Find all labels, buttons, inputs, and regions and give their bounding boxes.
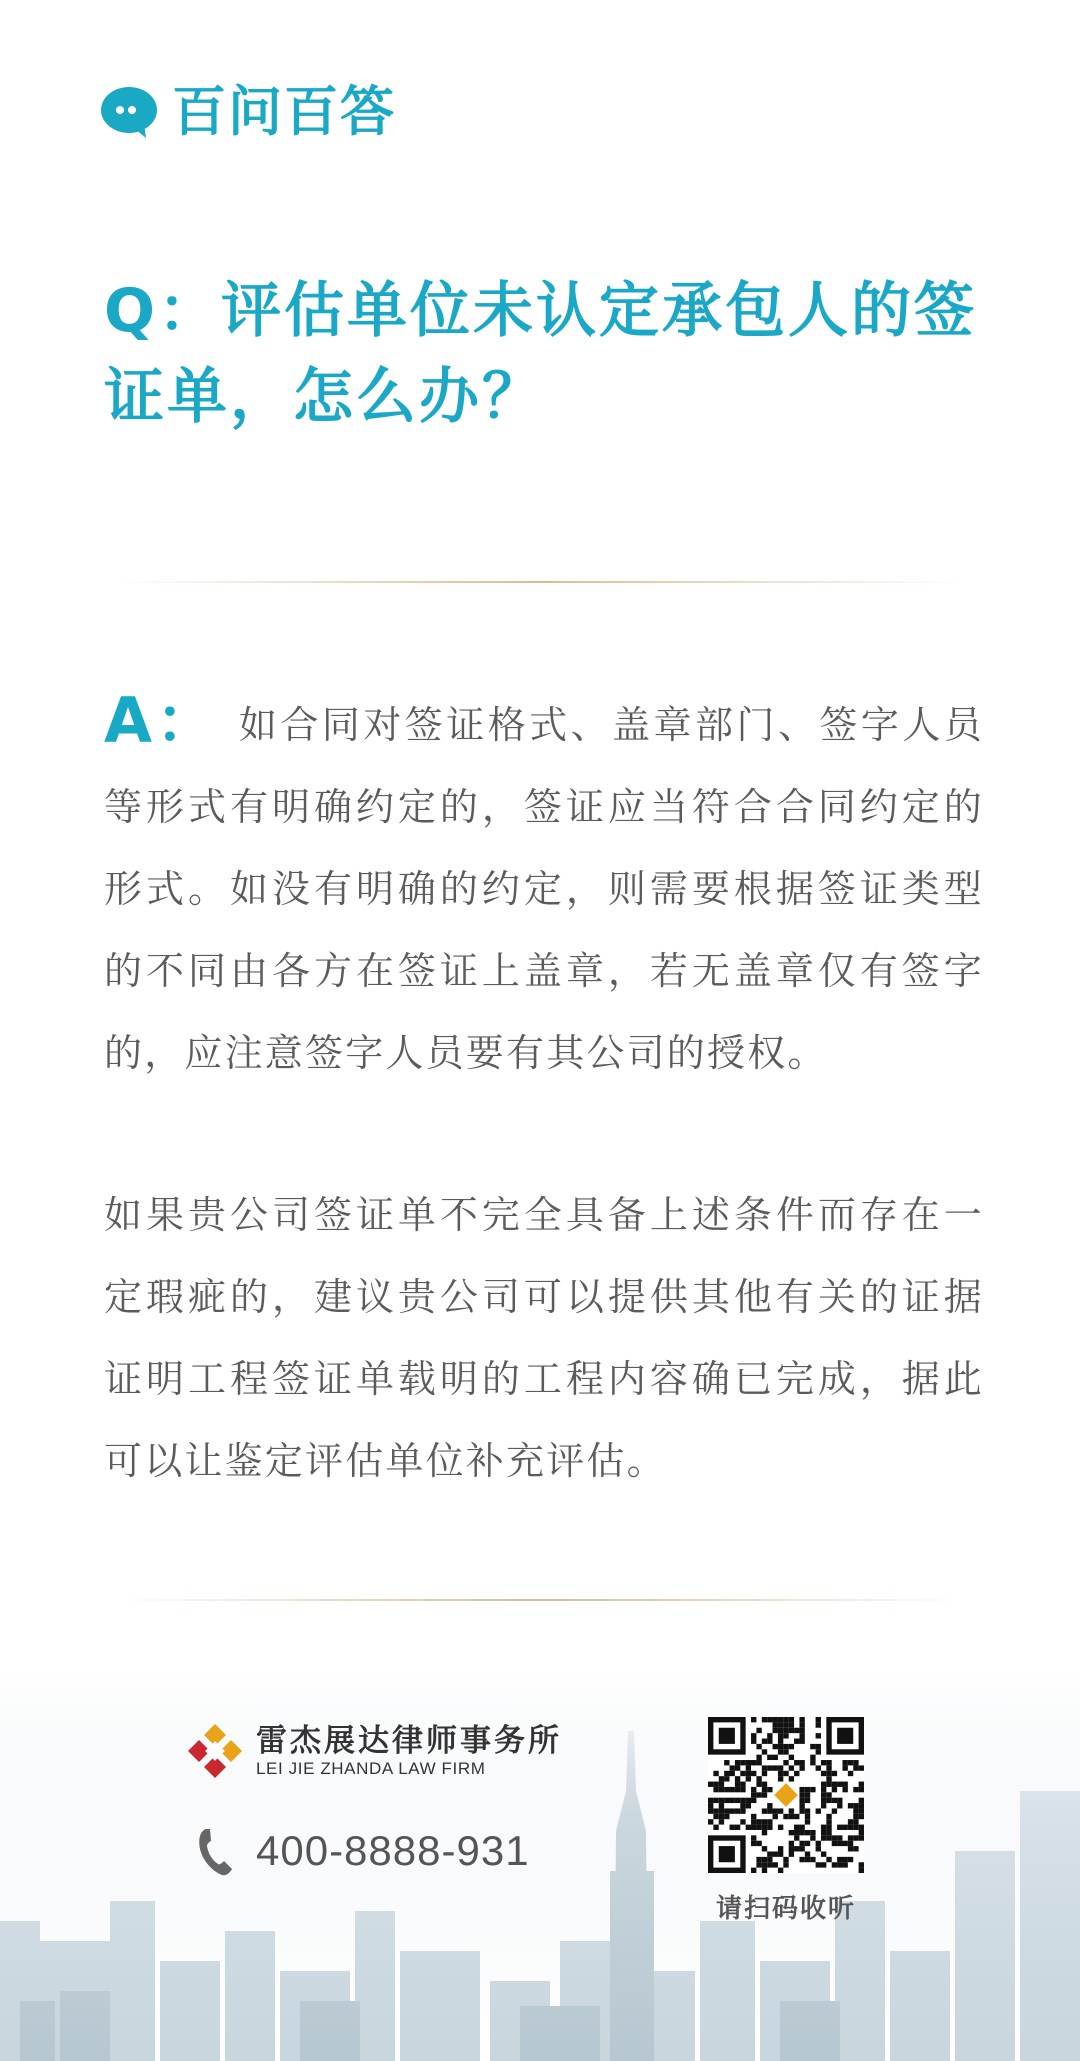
answer-paragraph-2: 如果贵公司签证单不完全具备上述条件而存在一定瑕疵的，建议贵公司可以提供其他有关的证据证明工程签证单载明的工程内容确已完成，据此可以让鉴定评估单位补充评估。 xyxy=(104,1193,984,1483)
answer-marker: A： xyxy=(104,684,221,757)
brand-header xyxy=(100,82,396,142)
divider-bottom xyxy=(118,1599,962,1601)
qr-caption: 请扫码收听 xyxy=(715,1894,856,1924)
phone-number[interactable]: 400-8888-931 xyxy=(256,1827,530,1874)
phone-icon xyxy=(196,1825,236,1877)
answer-block xyxy=(104,680,984,1502)
firm-logo-icon xyxy=(186,1722,244,1780)
firm-name-cn: 雷杰展达律师事务所 xyxy=(256,1723,562,1759)
firm-name-en: LEI JIE ZHANDA LAW FIRM xyxy=(256,1759,486,1778)
qr-code[interactable] xyxy=(708,1717,864,1873)
firm-info xyxy=(186,1722,562,1780)
question-text: Q：评估单位未认定承包人的签证单，怎么办？ xyxy=(104,276,978,432)
answer-paragraph-1-text: 如合同对签证格式、盖章部门、签字人员等形式有明确约定的，签证应当符合合同约定的形式。如没有明确的约定，则需要根据签证类型的不同由各方在签证上盖章，若无盖章仅有签字的，应注意签字人员要有其公司的授权。 xyxy=(104,703,984,1075)
divider-top xyxy=(118,581,962,583)
phone-contact[interactable] xyxy=(196,1825,530,1877)
chat-bubble-icon xyxy=(100,86,158,138)
answer-paragraph-1 xyxy=(104,680,984,1094)
brand-title: 百问百答 xyxy=(172,80,396,143)
